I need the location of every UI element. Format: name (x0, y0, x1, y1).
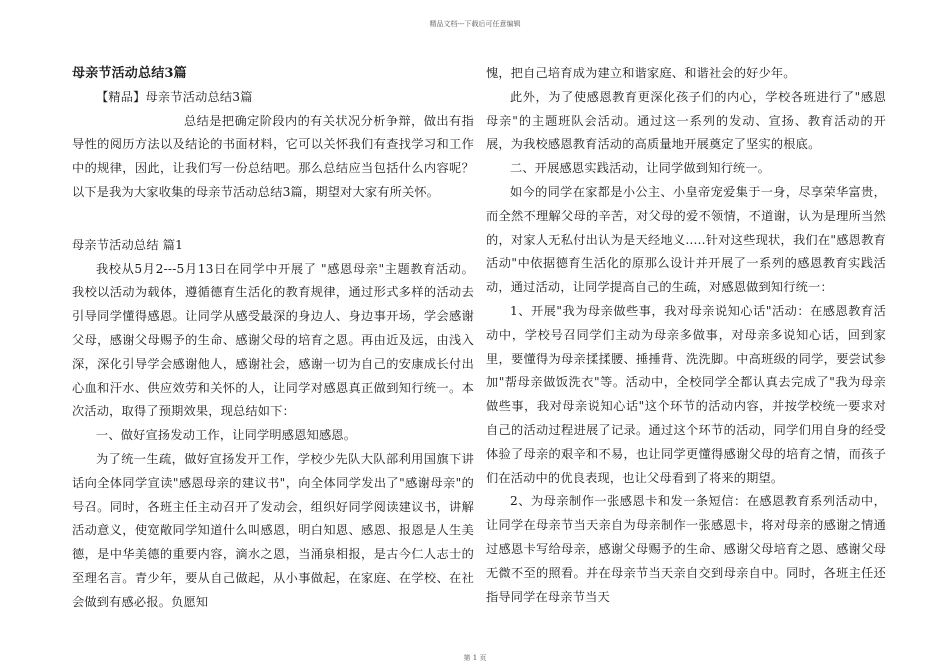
body-paragraph: 此外，为了使感恩教育更深化孩子们的内心，学校各班进行了"感恩母亲"的主题班队会活动。通过这一系列的发动、宣扬、教育活动的开展，为我校感恩教育活动的高质量地开展奠定了坚实的根底。 (486, 89, 886, 152)
body-paragraph: 2、为母亲制作一张感恩卡和发一条短信：在感恩教育系列活动中，让同学在母亲节当天亲自为母亲制作一张感恩卡，将对母亲的感谢之情通过感恩卡写给母亲，感谢父母赐予的生命、感谢父母培育之恩、感谢父母无微不至的照看。并在母亲节当天亲自交到母亲自中。同时，各班主任还指导同学在母亲节当天 (486, 494, 886, 604)
point-heading: 一、做好宣扬发动工作，让同学明感恩知感恩。 (96, 428, 357, 443)
intro-paragraph: 总结是把确定阶段内的有关状况分析争辩，做出有指导性的阅历方法以及结论的书面材料，它可以关怀我们有查找学习和工作中的规律，因此，让我们写一份总结吧。那么总结应当包括什么内容呢？以下是我为大家收集的母亲节活动总结3篇，期望对大家有所关怀。 (72, 113, 474, 199)
right-column (486, 62, 886, 609)
body-paragraph: 我校从5月2---5月13日在同学中开展了 "感恩母亲"主题教育活动。我校以活动为载体，遵循德育生活化的教育规律，通过形式多样的活动去引导同学懂得感恩。让同学从感受最深的身边人、身边事开场，学会感谢父母，感谢父母赐予的生命、感谢父母的培育之恩。再由近及远，由浅入深，深化引导学会感谢他人，感谢社会，感谢一切为自己的安康成长付出心血和汗水、供应效劳和关怀的人，让同学对感恩真正做到知行统一。本次活动，取得了预期效果，现总结如下： (72, 261, 474, 419)
document-title: 母亲节活动总结3篇 (72, 66, 187, 81)
section-spacer (72, 205, 474, 234)
body-paragraph: 如今的同学在家都是小公主、小皇帝宠爱集于一身，尽享荣华富贵，而全然不理解父母的辛苦，对父母的爱不领情，不道谢，认为是理所当然的，对家人无私付出认为是天经地义.....针对这些现状，我们在"感恩教育活动"中依据德育生活化的原那么设计并开展了一系列的感恩教育实践活动，通过活动，让同学提高自己的生疏，对感恩做到知行统一： (486, 184, 886, 295)
left-column (72, 62, 474, 615)
body-paragraph: 1、开展"我为母亲做些事，我对母亲说知心话"活动：在感恩教育活动中，学校号召同学们主动为母亲多做事，对母亲多说知心话，回到家里，要懂得为母亲揉揉腰、捶捶背、洗洗脚。中高班级的同学，要尝试参加"帮母亲做饭洗衣"等。活动中，全校同学全都认真去完成了"我为母亲做些事，我对母亲说知心话"这个环节的活动内容，并按学校统一要求对自己的活动过程进展了记录。通过这个环节的活动，同学们用自身的经受体验了母亲的艰辛和不易，也让同学更懂得感谢父母的培育之情，而孩子们在活动中的优良表现，也让父母看到了将来的期望。 (486, 303, 886, 485)
body-paragraph: 愧，把自己培育成为建立和谐家庭、和谐社会的好少年。 (486, 66, 796, 80)
document-subtitle: 【精品】母亲节活动总结3篇 (96, 89, 253, 104)
section-heading: 母亲节活动总结 篇1 (72, 237, 184, 252)
page-header: 精品文档---下载后可任意编辑 (429, 20, 521, 28)
page-number: 第 1 页 (463, 654, 487, 662)
point-heading: 二、开展感恩实践活动，让同学做到知行统一。 (510, 161, 771, 176)
body-paragraph: 为了统一生疏，做好宣扬发开工作，学校少先队大队部利用国旗下讲话向全体同学宣读"感恩母亲的建议书"，向全体同学发出了"感谢母亲"的号召。同时，各班主任主动召开了发动会，组织好同学阅读建议书，讲解活动意义，使宽敞同学知道什么叫感恩，明白知恩、感恩、报恩是人生美德，是中华美德的重要内容，滴水之恩，当涌泉相报，是古今仁人志士的至理名言。青少年，要从自己做起，从小事做起，在家庭、在学校、在社会做到有感必报。负愿知 (72, 451, 474, 609)
